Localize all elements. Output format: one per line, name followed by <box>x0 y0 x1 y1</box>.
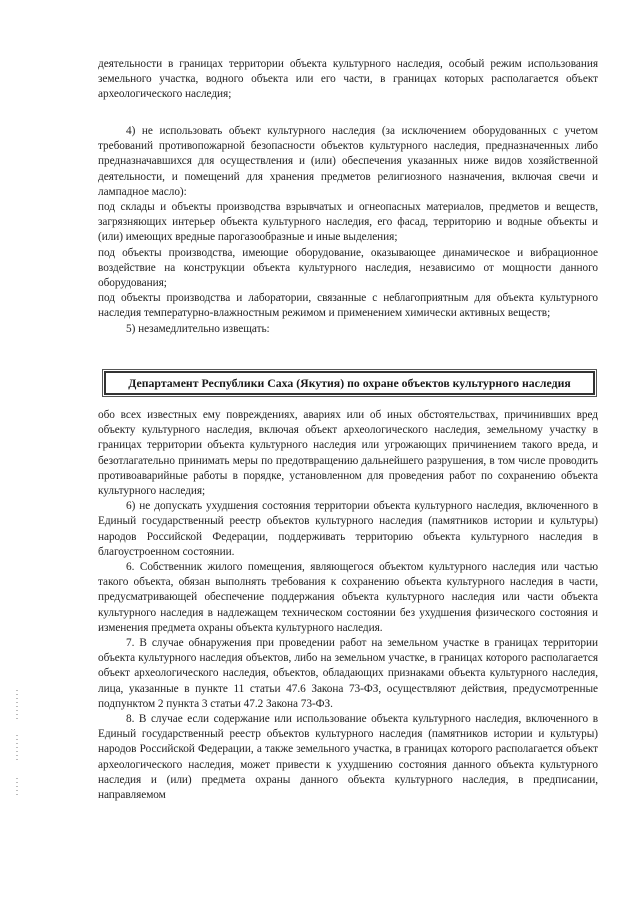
item-4-subitem-production: под объекты производства, имеющие оборудование, оказывающее динамическое и вибрационное воздействие на конструкции объекта культурного наследия, независимо от мощности данного оборудования; <box>98 246 598 290</box>
department-stamp-label: Департамент Республики Саха (Якутия) по охране объектов культурного наследия <box>128 375 571 390</box>
item-5-intro: 5) незамедлительно извещать: <box>126 322 270 335</box>
scan-margin-artifact <box>16 778 18 798</box>
top-paragraph-block <box>98 57 598 103</box>
paragraph-7: 7. В случае обнаружения при проведении работ на земельном участке в границах территории объекта культурного наследия объектов, либо на земельном участке, в границах которого располагается объект археологического наследия, объектов, обладающих признаками объекта культурного наследия, лица, указанные в пункте 11 статьи 47.6 Закона 73-ФЗ, осуществляют действия, предусмотренные подпунктом 2 пункта 3 статьи 47.2 Закона 73-ФЗ. <box>98 637 598 710</box>
item-6-subitem: 6) не допускать ухудшения состояния территории объекта культурного наследия, включенного в Единый государственный реестр объектов культурного наследия (памятников истории и культуры) народов Российской Федерации, поддерживать территорию объекта культурного наследия в благоустроенном состоянии. <box>98 500 598 558</box>
item-4-intro: 4) не использовать объект культурного наследия (за исключением оборудованных с учетом требований противопожарной безопасности объектов культурного наследия, предназначенных либо предназначавшихся для осуществления и (или) обеспечения указанных ниже видов хозяйственной деятельности, и помещений для хранения предметов религиозного назначения, включая свечи и лампадное масло): <box>98 125 598 198</box>
scan-margin-artifact <box>16 735 18 763</box>
paragraph-continuation: деятельности в границах территории объекта культурного наследия, особый режим использования земельного участка, водного объекта или его части, в границах которых располагается объект археологического наследия; <box>98 58 598 101</box>
item-4-subitem-laboratories: под объекты производства и лаборатории, связанные с неблагоприятным для объекта культурного наследия температурно-влажностным режимом и применением химически активных веществ; <box>98 292 598 320</box>
scan-margin-artifact <box>16 690 18 720</box>
item-4-subitem-warehouses: под склады и объекты производства взрывчатых и огнеопасных материалов, предметов и веществ, загрязняющих интерьер объекта культурного наследия, его фасад, территорию и водные объекты и (или) имеющих вредные парогазообразные и иные выделения; <box>98 201 598 244</box>
paragraph-6: 6. Собственник жилого помещения, являющегося объектом культурного наследия или частью такого объекта, обязан выполнять требования к сохранению объекта культурного наследия в части, предусматривающей обеспечение поддержания объекта культурного наследия или части объекта культурного наследия в надлежащем техническом состоянии без ухудшения физического состояния и изменения предмета охраны объекта культурного наследия. <box>98 561 598 634</box>
lower-paragraph-block <box>98 408 598 803</box>
department-stamp <box>104 371 595 395</box>
paragraph-8: 8. В случае если содержание или использование объекта культурного наследия, включенного в Единый государственный реестр объектов культурного наследия (памятников истории и культуры) народов Российской Федерации, а также земельного участка, в границах которого располагается объект археологического наследия, может привести к ухудшению состояния данного объекта культурного наследия и (или) предмета охраны данного объекта культурного наследия, в предписании, направляемом <box>98 713 598 802</box>
item-4-block <box>98 124 598 337</box>
item-5-continuation: обо всех известных ему повреждениях, авариях или об иных обстоятельствах, причинивших вред объекту культурного наследия, включая объект археологического наследия, земельному участку в границах территории объекта культурного наследия или угрожающих причинением такого вреда, и безотлагательно принимать меры по предотвращению дальнейшего разрушения, в том числе проводить противоаварийные работы в порядке, установленном для проведения работ по сохранению объекта культурного наследия; <box>98 409 598 498</box>
